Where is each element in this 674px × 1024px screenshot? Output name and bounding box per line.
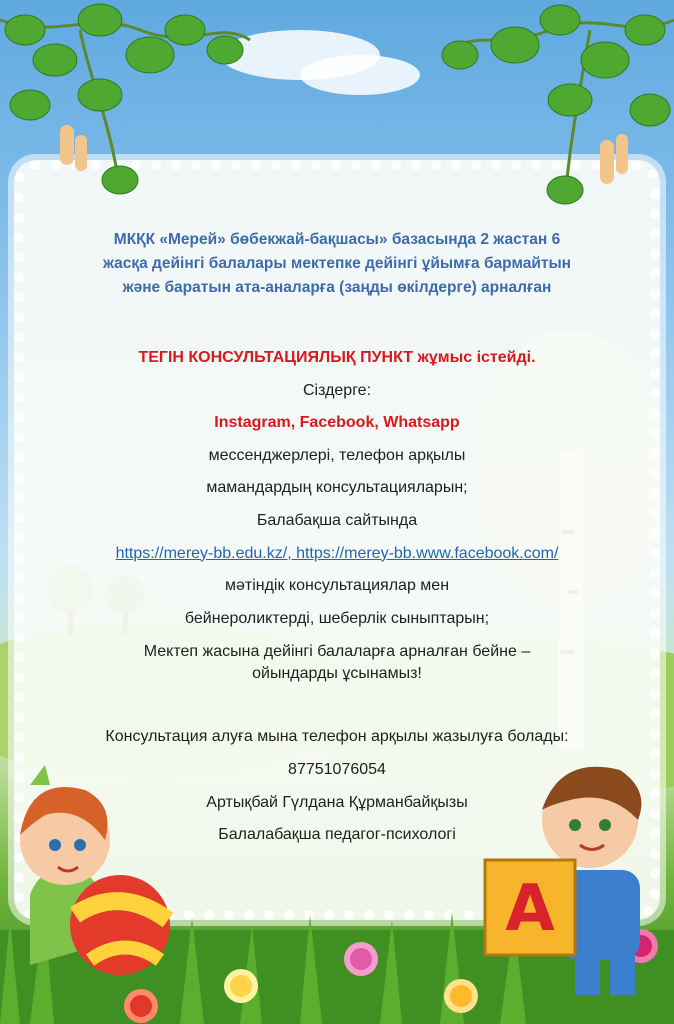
vine-right: [440, 0, 674, 210]
heading-line: және баратын ата-аналарға (заңды өкілдерге) арналған: [122, 279, 552, 296]
messenger-list: Instagram, Facebook, Whatsapp: [214, 414, 460, 432]
website-links: [40, 538, 634, 571]
preschool-text: ойындарды ұсынамыз!: [252, 665, 422, 683]
girl-with-ball-illustration: [0, 745, 180, 1005]
contact-intro: Консультация алуға мына телефон арқылы жазылуға болады:: [105, 728, 569, 746]
vine-left: [0, 0, 260, 210]
notice-title: ТЕГІН КОНСУЛЬТАЦИЯЛЫҚ ПУНКТ: [138, 349, 414, 366]
flower: [350, 948, 372, 970]
site-text: Балабақша сайтында: [256, 511, 418, 529]
via-messengers-text: мессенджерлері, телефон арқылы: [208, 446, 466, 464]
contact-phone: 87751076054: [288, 760, 386, 778]
cloud: [300, 55, 420, 95]
for-you-label: Сіздерге:: [302, 381, 372, 399]
heading-line: жасқа дейінгі балалары мектепке дейінгі ұйымға бармайтын: [102, 255, 572, 272]
boy-with-block-illustration: [480, 750, 674, 1010]
contact-role: Балалабақша педагог-психологі: [218, 826, 456, 844]
flower: [450, 985, 472, 1007]
svg-text:A: A: [505, 872, 555, 946]
website-link[interactable]: https://merey-bb.edu.kz/, https://merey-bb.www.facebook.com/: [115, 544, 559, 562]
text-consult-text: мәтіндік консультациялар мен: [224, 577, 450, 595]
specialists-text: мамандардың консультацияларын;: [206, 479, 468, 497]
videos-text: бейнероликтерді, шеберлік сыныптарын;: [184, 609, 490, 627]
preschool-text: Мектеп жасына дейінгі балаларға арналған бейне –: [143, 643, 531, 661]
free-consultation-notice: [40, 342, 634, 375]
heading-line: МКҚК «Мерей» бөбекжай-бақшасы» базасында 2 жастан 6: [113, 231, 561, 248]
notice-verb: жұмыс істейді.: [417, 349, 536, 366]
flower: [230, 975, 252, 997]
contact-name: Артықбай Гүлдана Құрманбайқызы: [206, 793, 468, 811]
